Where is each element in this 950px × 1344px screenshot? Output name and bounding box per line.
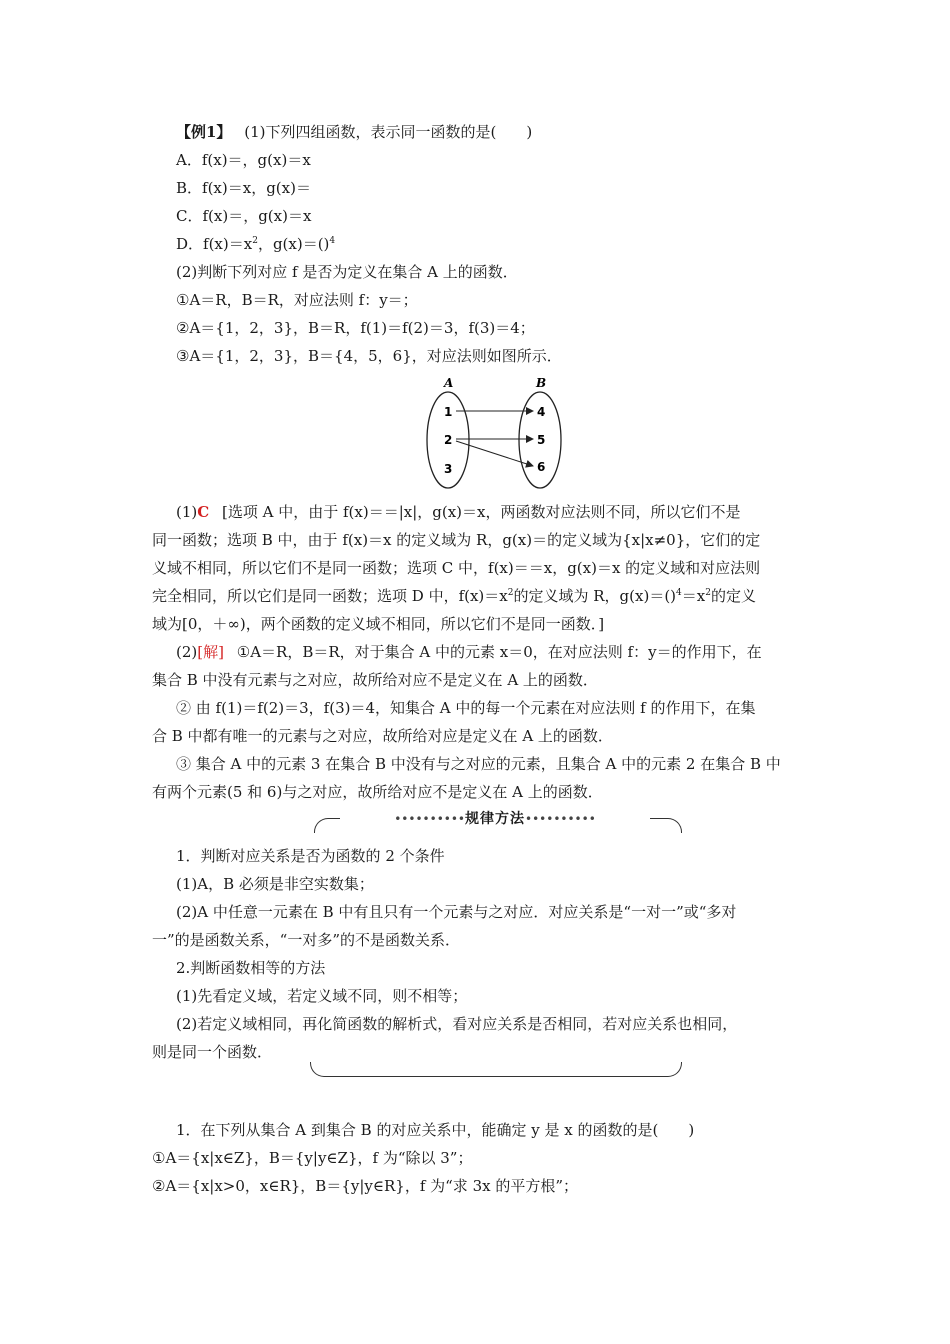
solution-1-line-5: 域为[0，＋∞)，两个函数的定义域不相同，所以它们不是同一函数．] <box>152 615 605 633</box>
method-box-title: ••••••••••规律方法•••••••••• <box>340 810 650 828</box>
solution-tag: [解] <box>197 643 224 661</box>
solution-1-line-3: 义域不相同，所以它们不是同一函数；选项 C 中，f(x)＝＝x，g(x)＝x 的定义域和对应法则 <box>152 559 761 577</box>
question-2-item-2: ②A＝{1，2，3}，B＝R，f(1)＝f(2)＝3，f(3)＝4； <box>176 319 535 337</box>
exercise-line-3: ②A＝{x|x>0，x∈R}，B＝{y|y∈R}，f 为“求 3x 的平方根”； <box>152 1177 579 1195</box>
solution-2-line-1: (2)[解] ①A＝R，B＝R，对于集合 A 中的元素 x＝0，在对应法则 f：y＝的作用下，在 <box>176 643 762 661</box>
solution-1-line-4: 完全相同，所以它们是同一函数；选项 D 中，$f(x)=x^2$的定义域为 R，$g(x)=()^4=x^2$的定义 <box>152 587 756 605</box>
solution-1-line-1: (1)C [选项 A 中，由于 f(x)＝＝|x|，g(x)＝x，两函数对应法则不同，所以它们不是 <box>176 503 741 521</box>
set-a-label: A <box>444 376 454 390</box>
method-line-1: 1．判断对应关系是否为函数的 2 个条件 <box>176 847 445 865</box>
method-line-2: (1)A，B 必须是非空实数集； <box>176 875 374 893</box>
solution-1-line-2: 同一函数；选项 B 中，由于 f(x)＝x 的定义域为 R，g(x)＝的定义域为{x|x≠0}，它们的定 <box>152 531 761 549</box>
method-line-7: (2)若定义域相同，再化简函数的解析式，看对应关系是否相同，若对应关系也相同， <box>176 1015 738 1033</box>
example-stem: (1)下列四组函数，表示同一函数的是( ) <box>244 123 533 141</box>
mapping-diagram <box>420 376 570 491</box>
element-b-5: 5 <box>537 433 546 447</box>
element-b-4: 4 <box>537 405 546 419</box>
element-a-1: 1 <box>444 405 453 419</box>
option-a: A．f(x)＝，g(x)＝x <box>176 151 311 169</box>
arrow-2-to-6 <box>456 441 533 466</box>
exercise-line-2: ①A＝{x|x∈Z}，B＝{y|y∈Z}，f 为“除以 3”； <box>152 1149 473 1167</box>
method-line-3: (2)A 中任意一元素在 B 中有且只有一个元素与之对应．对应关系是“一对一”或“多对 <box>176 903 737 921</box>
solution-2-line-2: 集合 B 中没有元素与之对应，故所给对应不是定义在 A 上的函数． <box>152 671 598 689</box>
option-d: D．$f(x)=x^2$，g(x)＝()$^4$ <box>176 235 336 253</box>
answer-letter: C <box>197 503 210 521</box>
element-a-2: 2 <box>444 433 453 447</box>
question-2-stem: (2)判断下列对应 f 是否为定义在集合 A 上的函数． <box>176 263 518 281</box>
exercise-line-1: 1．在下列从集合 A 到集合 B 的对应关系中，能确定 y 是 x 的函数的是( ) <box>176 1121 695 1139</box>
set-b-label: B <box>536 376 547 390</box>
example-tag: 【例1】 <box>176 123 232 141</box>
method-line-5: 2.判断函数相等的方法 <box>176 959 326 977</box>
element-a-3: 3 <box>444 462 453 476</box>
method-line-4: 一”的是函数关系，“一对多”的不是函数关系． <box>152 931 461 949</box>
element-b-6: 6 <box>537 460 546 474</box>
option-b: B．f(x)＝x，g(x)＝ <box>176 179 311 197</box>
option-c: C．f(x)＝，g(x)＝x <box>176 207 312 225</box>
method-box-bottom-border <box>310 1062 682 1077</box>
solution-2-line-4: 合 B 中都有唯一的元素与之对应，故所给对应是定义在 A 上的函数． <box>152 727 613 745</box>
question-2-item-1: ①A＝R，B＝R，对应法则 f：y＝； <box>176 291 418 309</box>
example-heading <box>176 122 532 142</box>
solution-2-line-6: 有两个元素(5 和 6)与之对应，故所给对应不是定义在 A 上的函数． <box>152 783 603 801</box>
method-line-6: (1)先看定义域，若定义域不同，则不相等； <box>176 987 468 1005</box>
method-line-8: 则是同一个函数． <box>152 1043 273 1061</box>
solution-2-line-3: ② 由 f(1)＝f(2)＝3，f(3)＝4，知集合 A 中的每一个元素在对应法则 f 的作用下，在集 <box>176 699 756 717</box>
question-2-item-3: ③A＝{1，2，3}，B＝{4，5，6}，对应法则如图所示． <box>176 347 562 365</box>
solution-2-line-5: ③ 集合 A 中的元素 3 在集合 B 中没有与之对应的元素，且集合 A 中的元素 2 在集合 B 中 <box>176 755 781 773</box>
